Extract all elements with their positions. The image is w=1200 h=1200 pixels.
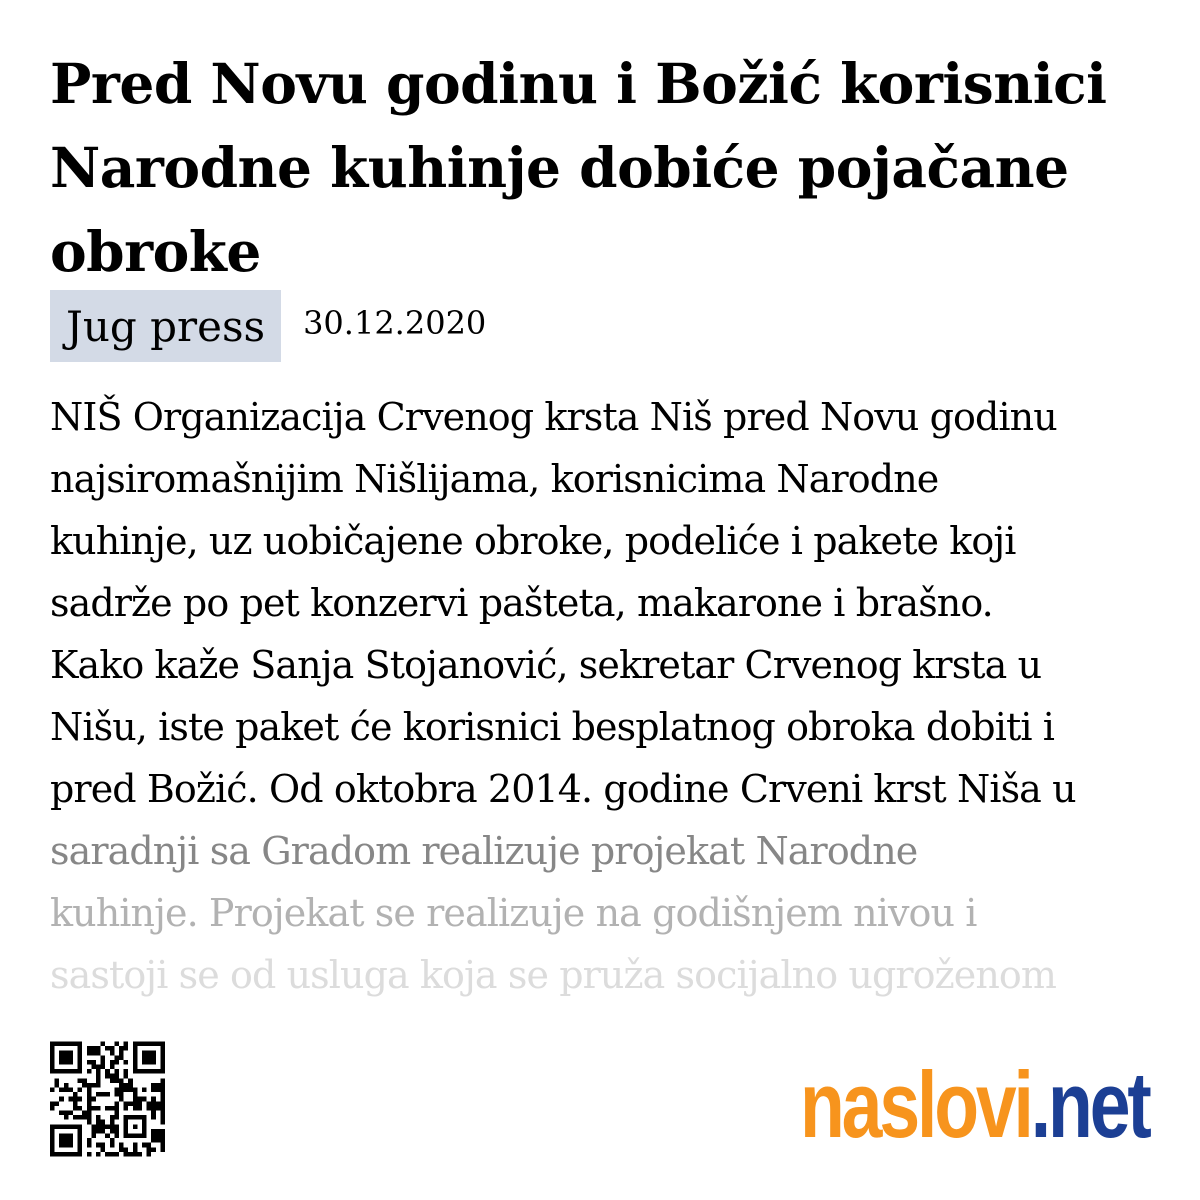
publish-date: 30.12.2020: [303, 304, 487, 342]
article-line: najsiromašnijim Nišlijama, korisnicima Narodne: [50, 457, 939, 501]
logo-part-naslovi: naslovi: [800, 1052, 1031, 1157]
article-line: pred Božić. Od oktobra 2014. godine Crveni krst Niša u: [50, 767, 1076, 811]
article-line: NIŠ Organizacija Crvenog krsta Niš pred Novu godinu: [50, 395, 1057, 439]
article-line: kuhinje. Projekat se realizuje na godišnjem nivou i: [50, 891, 977, 935]
naslovi-logo[interactable]: [800, 1052, 1149, 1157]
article-line: Nišu, iste paket će korisnici besplatnog obroka dobiti i: [50, 705, 1055, 749]
article-title: Pred Novu godinu i Božić korisnici Narodne kuhinje dobiće pojačane obroke: [50, 51, 1107, 284]
article-line: sastoji se od usluga koja se pruža socijalno ugroženom: [50, 953, 1057, 997]
article-line: saradnji sa Gradom realizuje projekat Narodne: [50, 829, 918, 873]
article-line: sadrže po pet konzervi pašteta, makarone i brašno.: [50, 581, 993, 625]
article-line: kuhinje, uz uobičajene obroke, podeliće i pakete koji: [50, 519, 1016, 563]
qr-code-icon[interactable]: [50, 1040, 165, 1158]
article-line: Kako kaže Sanja Stojanović, sekretar Crvenog krsta u: [50, 643, 1042, 687]
article-body: [50, 386, 1150, 1006]
article-meta: [50, 290, 486, 362]
logo-part-net: .net: [1030, 1052, 1149, 1157]
source-badge[interactable]: Jug press: [50, 290, 281, 362]
